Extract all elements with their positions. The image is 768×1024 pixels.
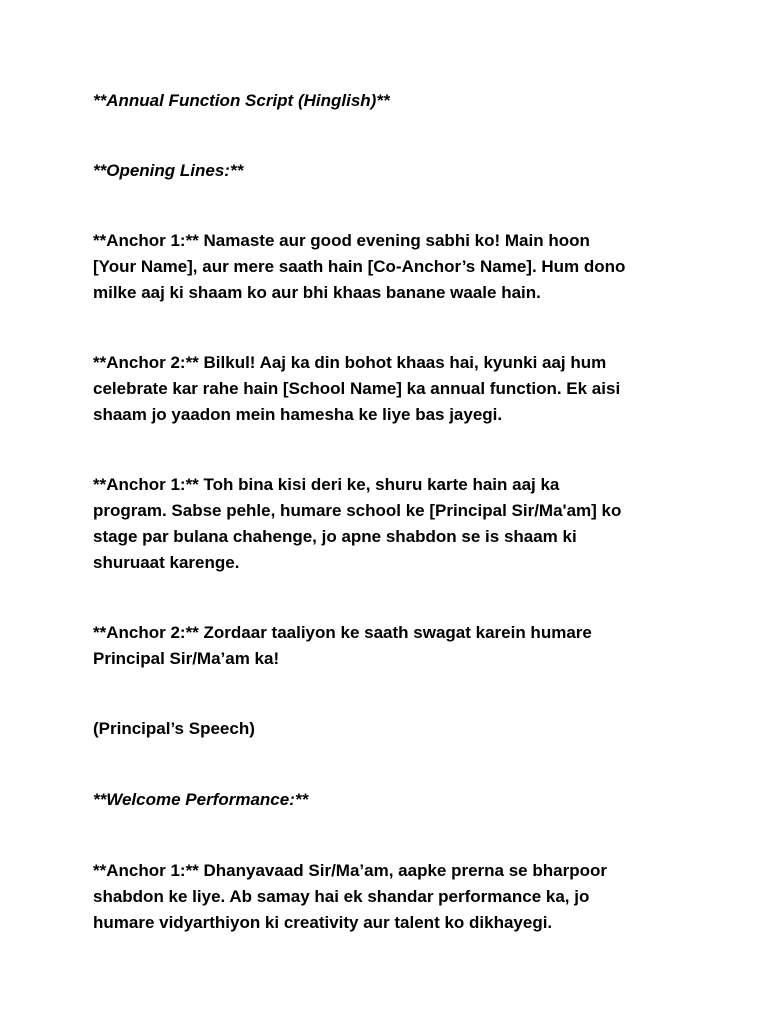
anchor1-performance-paragraph — [93, 858, 683, 936]
heading-line: **Welcome Performance:** — [93, 790, 309, 809]
paragraph-line: shabdon ke liye. Ab samay hai ek shandar performance ka, jo — [93, 887, 590, 906]
paragraph-line: **Anchor 1:** Dhanyavaad Sir/Ma’am, aapke prerna se bharpoor — [93, 861, 607, 880]
heading-line: **Opening Lines:** — [93, 161, 244, 180]
anchor1-intro-paragraph — [93, 228, 683, 306]
paragraph-line: milke aaj ki shaam ko aur bhi khaas banane waale hain. — [93, 283, 541, 302]
paragraph-line: humare vidyarthiyon ki creativity aur talent ko dikhayegi. — [93, 913, 553, 932]
stage-note — [93, 716, 683, 742]
paragraph-line: celebrate kar rahe hain [School Name] ka annual function. Ek aisi — [93, 379, 621, 398]
document-title — [93, 88, 683, 114]
title-line: **Annual Function Script (Hinglish)** — [93, 91, 390, 110]
paragraph-line: **Anchor 2:** Zordaar taaliyon ke saath swagat karein humare — [93, 623, 592, 642]
paragraph-line: **Anchor 2:** Bilkul! Aaj ka din bohot khaas hai, kyunki aaj hum — [93, 353, 607, 372]
paragraph-line: **Anchor 1:** Namaste aur good evening sabhi ko! Main hoon — [93, 231, 590, 250]
stage-note-line: (Principal’s Speech) — [93, 719, 255, 738]
opening-lines-heading — [93, 158, 683, 184]
paragraph-line: **Anchor 1:** Toh bina kisi deri ke, shuru karte hain aaj ka — [93, 475, 560, 494]
paragraph-line: program. Sabse pehle, humare school ke [Principal Sir/Ma'am] ko — [93, 501, 622, 520]
anchor2-welcome-paragraph — [93, 620, 683, 672]
welcome-performance-heading — [93, 787, 683, 813]
paragraph-line: shaam jo yaadon mein hamesha ke liye bas jayegi. — [93, 405, 503, 424]
anchor1-program-paragraph — [93, 472, 683, 576]
paragraph-line: shuruaat karenge. — [93, 553, 240, 572]
anchor2-intro-paragraph — [93, 350, 683, 428]
paragraph-line: stage par bulana chahenge, jo apne shabdon se is shaam ki — [93, 527, 577, 546]
paragraph-line: Principal Sir/Ma’am ka! — [93, 649, 280, 668]
paragraph-line: [Your Name], aur mere saath hain [Co-Anchor’s Name]. Hum dono — [93, 257, 626, 276]
